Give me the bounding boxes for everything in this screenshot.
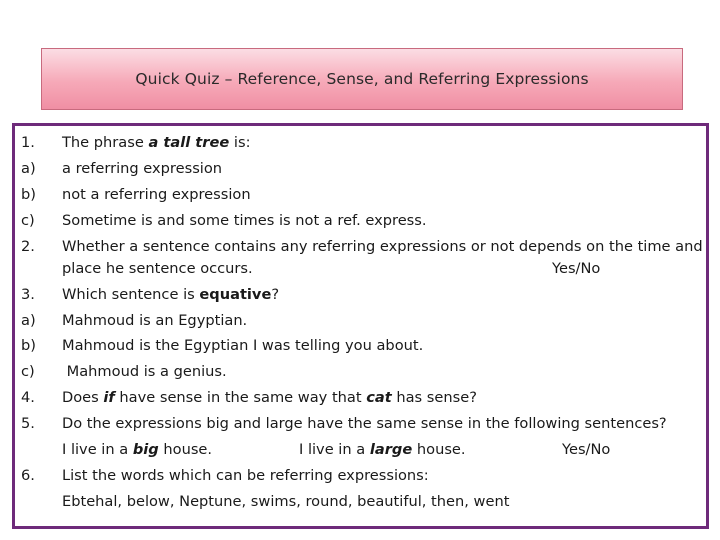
emphasis: big [132,441,159,458]
item-number: a) [21,312,36,329]
item-text: Mahmoud is the Egyptian I was telling you about. [62,337,424,354]
item-text: The phrase a tall tree is: [62,134,251,151]
item-number: b) [21,186,36,203]
sentence-big: I live in a big house. [62,441,213,458]
title-banner [41,48,683,110]
yes-no-answer: Yes/No [552,260,601,277]
item-number: 4. [21,389,35,406]
yes-no-answer: Yes/No [562,441,611,458]
item-text: Mahmoud is a genius. [62,363,227,380]
item-number: 1. [21,134,35,151]
emphasis: a tall tree [148,134,230,151]
item-number: 2. [21,238,35,255]
item-text: place he sentence occurs. [62,260,253,277]
item-text: a referring expression [62,160,223,177]
item-number: b) [21,337,36,354]
item-text: Mahmoud is an Egyptian. [62,312,248,329]
emphasis: cat [366,389,392,406]
sentence-large: I live in a large house. [299,441,466,458]
item-text: List the words which can be referring expressions: [62,467,429,484]
quiz-body [12,123,709,529]
item-text: Sometime is and some times is not a ref. express. [62,212,427,229]
item-text: Does if have sense in the same way that cat has sense? [62,389,477,406]
item-number: a) [21,160,36,177]
item-number: c) [21,363,35,380]
emphasis: if [103,389,115,406]
item-text: Do the expressions big and large have the same sense in the following sentences? [62,415,667,432]
item-number: 3. [21,286,35,303]
item-text: Whether a sentence contains any referring expressions or not depends on the time and [62,238,703,255]
item-number: c) [21,212,35,229]
item-text: Which sentence is equative? [62,286,280,303]
quiz-title: Quick Quiz – Reference, Sense, and Referring Expressions [135,70,589,88]
item-number: 6. [21,467,35,484]
item-number: 5. [21,415,35,432]
emphasis: equative [199,286,272,303]
emphasis: large [369,441,413,458]
item-text: Ebtehal, below, Neptune, swims, round, beautiful, then, went [62,493,510,510]
item-text: not a referring expression [62,186,251,203]
